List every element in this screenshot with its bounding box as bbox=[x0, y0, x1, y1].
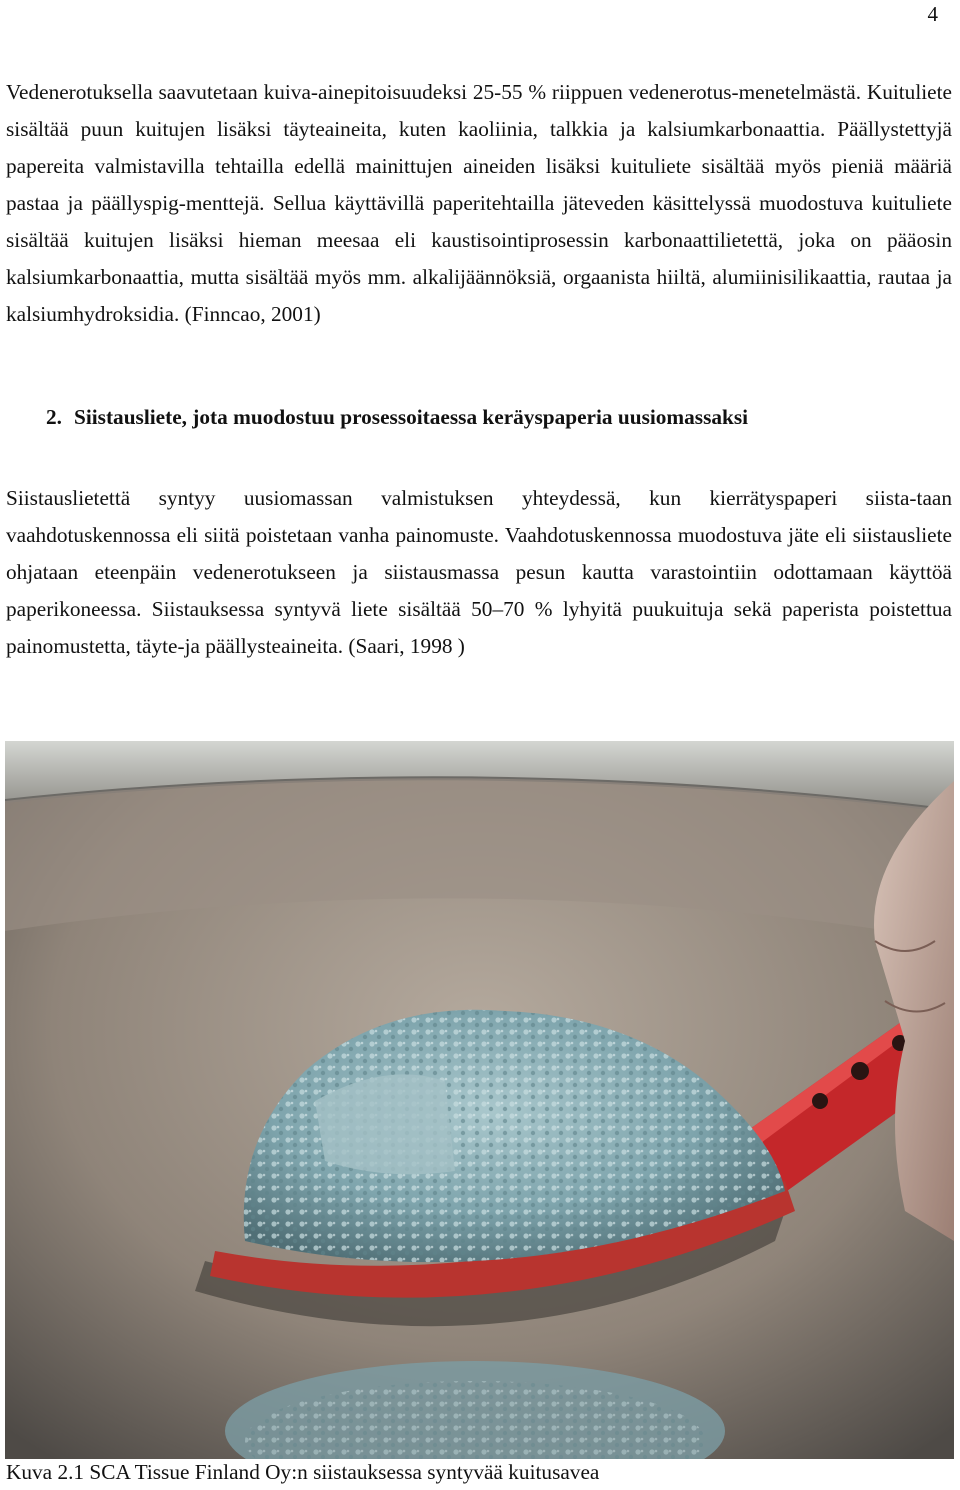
figure-caption: Kuva 2.1 SCA Tissue Finland Oy:n siistauksessa syntyvää kuitusavea bbox=[6, 1460, 600, 1484]
section-number: 2. bbox=[46, 405, 62, 429]
section-heading bbox=[46, 405, 748, 430]
paragraph-deinking: Siistauslietettä syntyy uusiomassan valmistuksen yhteydessä, kun kierrätyspaperi siista-taan vaahdotuskennossa eli siitä poistetaan vanha painomuste. Vaahdotuskennossa muodostuva jäte eli siistausliete ohjataan eteenpäin vedenerotukseen ja siistausmassa pesun kautta varastointiin odottamaan käyttöä paperikoneessa. Siistauksessa syntyvä liete sisältää 50–70 % lyhyitä puukuituja sekä paperista poistettua painomustetta, täyte-ja päällysteaineita. (Saari, 1998 ) bbox=[6, 486, 952, 658]
paragraph-dewatering: Vedenerotuksella saavutetaan kuiva-ainepitoisuudeksi 25-55 % riippuen vedenerotus-menetelmästä. Kuituliete sisältää puun kuitujen lisäksi täyteaineita, kuten kaoliinia, talkkia ja kalsiumkarbonaattia. Päällystettyjä papereita valmistavilla tehtailla edellä mainittujen aineiden lisäksi kuituliete sisältää myös pieniä määriä pastaa ja päällyspig-menttejä. Sellua käyttävillä paperitehtailla jäteveden käsittelyssä muodostuva kuituliete sisältää kuitujen lisäksi hieman meesaa eli kaustisointiprosessin karbonaattilietettä, joka on pääosin kalsiumkarbonaattia, mutta sisältää myös mm. alkalijäännöksiä, orgaanista hiiltä, alumiinisilikaattia, rautaa ja kalsiumhydroksidia. (Finncao, 2001) bbox=[6, 80, 952, 326]
section-title: Siistausliete, jota muodostuu prosessoitaessa keräyspaperia uusiomassaksi bbox=[73, 405, 749, 429]
sludge-photo bbox=[5, 741, 954, 1459]
page-number: 4 bbox=[927, 2, 938, 26]
